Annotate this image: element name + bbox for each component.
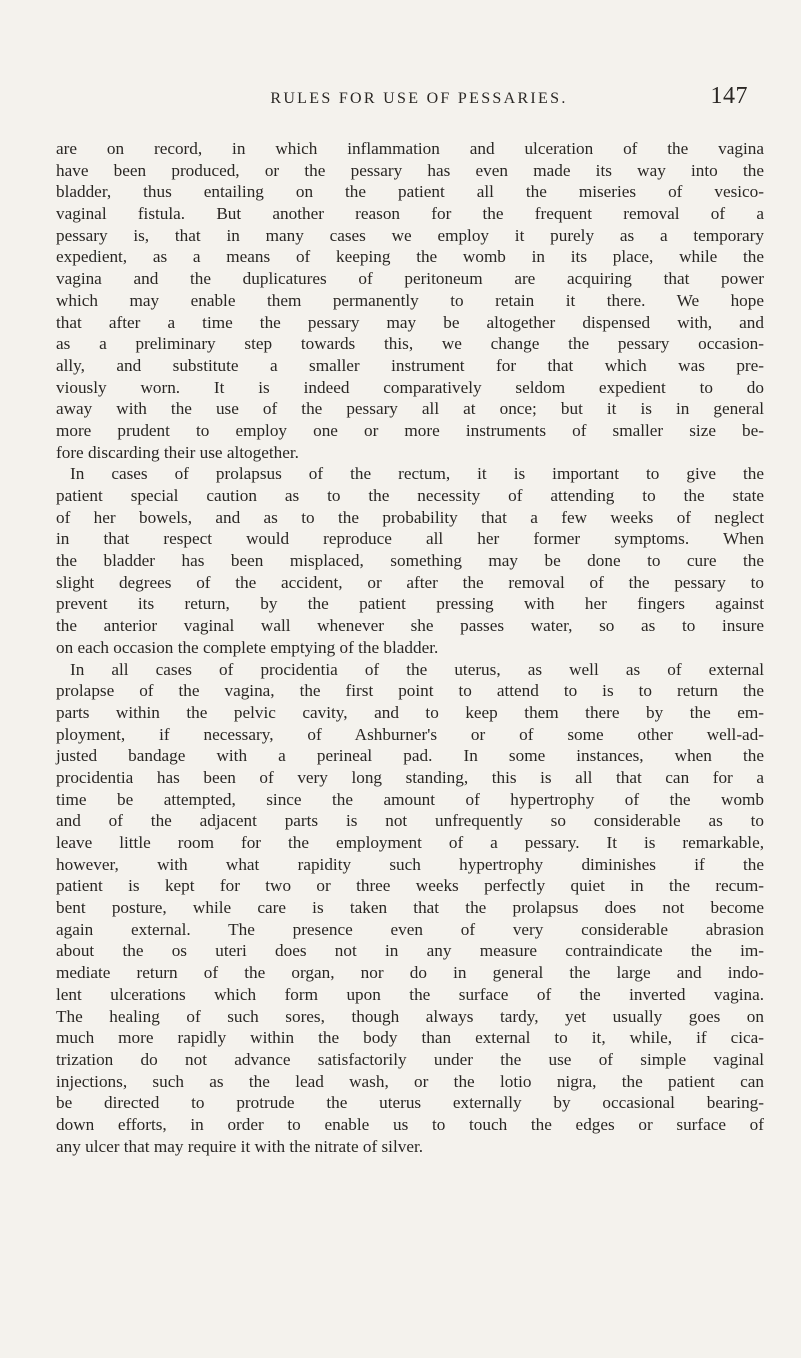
text-line: leave little room for the employment of a pessary. It is remarkable, xyxy=(56,833,764,852)
text-line: viously worn. It is indeed comparatively seldom expedient to do xyxy=(56,377,764,397)
text-line: patient is kept for two or three weeks perfectly quiet in the recum- xyxy=(56,876,764,896)
text-line: and of the adjacent parts is not unfrequently so considerable as to xyxy=(56,811,764,831)
text-line: again external. The presence even of very considerable abrasion xyxy=(56,919,764,939)
text-line: fore discarding their use altogether. xyxy=(56,442,299,462)
text-line: patient special caution as to the necessity of attending to the state xyxy=(56,486,764,505)
text-line: however, with what rapidity such hypertrophy diminishes if the xyxy=(56,854,764,874)
text-line: bladder, thus entailing on the patient all the miseries of vesico- xyxy=(56,182,764,202)
text-line: The healing of such sores, though always tardy, yet usually goes on xyxy=(56,1006,764,1026)
text-line: more prudent to employ one or more instruments of smaller size be- xyxy=(56,420,764,440)
text-line: prolapse of the vagina, the first point to attend to is to return the xyxy=(56,681,764,701)
text-line: mediate return of the organ, nor do in general the large and indo- xyxy=(56,963,764,983)
text-line: injections, such as the lead wash, or the lotio nigra, the patient can xyxy=(56,1071,764,1091)
running-head: RULES FOR USE OF PESSARIES. xyxy=(270,90,568,107)
text-line: procidentia has been of very long standing, this is all that can for a xyxy=(56,767,764,787)
text-line: on each occasion the complete emptying of the bladder. xyxy=(56,637,439,657)
text-line: lent ulcerations which form upon the surface of the inverted vagina. xyxy=(56,984,764,1004)
text-line: in that respect would reproduce all her former symptoms. When xyxy=(56,529,764,549)
text-line: that after a time the pessary may be altogether dispensed with, and xyxy=(56,312,764,332)
text-line: down efforts, in order to enable us to touch the edges or surface of xyxy=(56,1114,764,1134)
text-line: vaginal fistula. But another reason for the frequent removal of a xyxy=(56,204,764,224)
text-line: vagina and the duplicatures of peritoneum are acquiring that power xyxy=(56,269,764,289)
text-line: the bladder has been misplaced, something may be done to cure the xyxy=(56,551,764,571)
text-line: pessary is, that in many cases we employ it purely as a temporary xyxy=(56,225,764,245)
text-line: ally, and substitute a smaller instrument for that which was pre- xyxy=(56,355,764,375)
text-line: ployment, if necessary, of Ashburner's or of some other well-ad- xyxy=(56,724,764,744)
text-line: slight degrees of the accident, or after the removal of the pessary to xyxy=(56,572,764,592)
text-line: parts within the pelvic cavity, and to keep them there by the em- xyxy=(56,702,764,722)
body-text xyxy=(56,138,764,1157)
text-line: which may enable them permanently to retain it there. We hope xyxy=(56,290,764,310)
text-line: trization do not advance satisfactorily under the use of simple vaginal xyxy=(56,1049,764,1069)
text-line: expedient, as a means of keeping the womb in its place, while the xyxy=(56,247,764,267)
text-line: time be attempted, since the amount of hypertrophy of the womb xyxy=(56,789,764,809)
text-line: as a preliminary step towards this, we change the pessary occasion- xyxy=(56,334,764,354)
text-line: the anterior vaginal wall whenever she passes water, so as to insure xyxy=(56,616,764,636)
text-line: In cases of prolapsus of the rectum, it is important to give the xyxy=(70,464,764,484)
text-line: about the os uteri does not in any measure contraindicate the im- xyxy=(56,941,764,961)
text-line: away with the use of the pessary all at once; but it is in general xyxy=(56,399,764,419)
text-line: of her bowels, and as to the probability that a few weeks of neglect xyxy=(56,507,764,527)
text-line: bent posture, while care is taken that the prolapsus does not become xyxy=(56,898,764,918)
page-number: 147 xyxy=(710,83,748,109)
text-line: are on record, in which inflammation and ulceration of the vagina xyxy=(56,139,764,158)
text-line: any ulcer that may require it with the nitrate of silver. xyxy=(56,1136,424,1156)
text-line: In all cases of procidentia of the uterus, as well as of external xyxy=(70,659,764,679)
text-line: prevent its return, by the patient pressing with her fingers against xyxy=(56,594,764,614)
text-line: have been produced, or the pessary has even made its way into the xyxy=(56,160,764,180)
text-line: justed bandage with a perineal pad. In some instances, when the xyxy=(56,746,764,766)
text-line: be directed to protrude the uterus externally by occasional bearing- xyxy=(56,1093,764,1113)
text-line: much more rapidly within the body than external to it, while, if cica- xyxy=(56,1028,764,1048)
page-header xyxy=(56,83,764,118)
